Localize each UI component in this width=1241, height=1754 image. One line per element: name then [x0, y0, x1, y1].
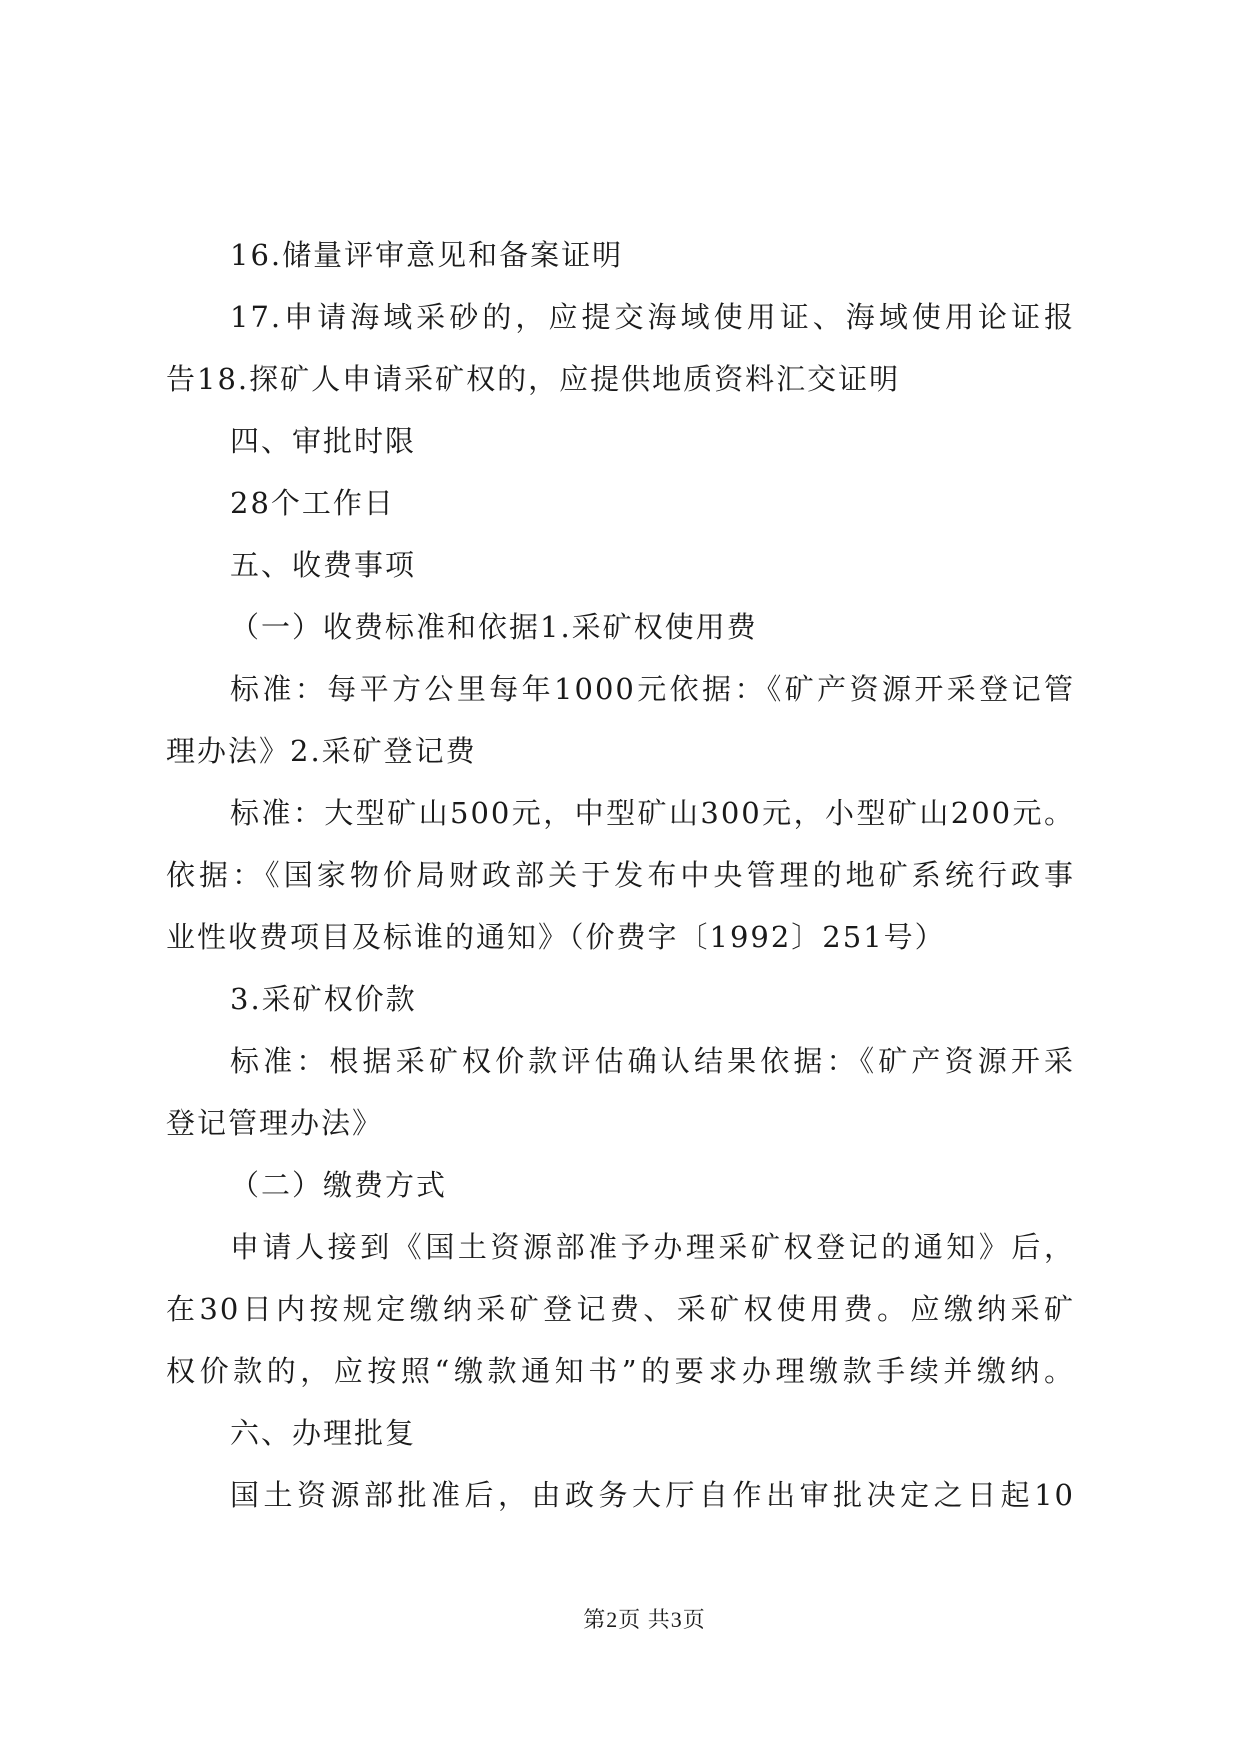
- paragraph-line: 3.采矿权价款: [230, 982, 417, 1016]
- list-item-17-continuation: 告18.探矿人申请采矿权的，应提供地质资料汇交证明: [166, 362, 901, 396]
- document-body: [166, 224, 1075, 1526]
- paragraph-line: 业性收费项目及标谁的通知》（价费字〔1992〕251号）: [166, 920, 946, 954]
- list-item-16: 16.储量评审意见和备案证明: [230, 238, 624, 272]
- subsection-heading-payment-method: （二）缴费方式: [230, 1168, 448, 1202]
- paragraph-line: 在30日内按规定缴纳采矿登记费、采矿权使用费。应缴纳采矿: [166, 1292, 1075, 1326]
- section-heading-approval-time: 四、审批时限: [230, 424, 417, 458]
- paragraph-line: 权价款的，应按照“缴款通知书”的要求办理缴款手续并缴纳。: [166, 1354, 1075, 1388]
- paragraph-line: 申请人接到《国土资源部准予办理采矿权登记的通知》后，: [230, 1230, 1075, 1264]
- paragraph-line: 标准：每平方公里每年1000元依据：《矿产资源开采登记管: [230, 672, 1075, 706]
- paragraph-line: 登记管理办法》: [166, 1106, 384, 1140]
- paragraph-line: 理办法》2.采矿登记费: [166, 734, 477, 768]
- section-heading-approval-reply: 六、办理批复: [230, 1416, 417, 1450]
- paragraph-line: 标准：根据采矿权价款评估确认结果依据：《矿产资源开采: [230, 1044, 1075, 1078]
- approval-time-text: 28个工作日: [230, 486, 395, 520]
- subsection-heading-fee-standards: （一）收费标准和依据1.采矿权使用费: [230, 610, 758, 644]
- section-heading-fees: 五、收费事项: [230, 548, 417, 582]
- list-item-17: 17.申请海域采砂的，应提交海域使用证、海域使用论证报: [230, 300, 1075, 334]
- paragraph-line: 依据：《国家物价局财政部关于发布中央管理的地矿系统行政事: [166, 858, 1075, 892]
- page-number-footer: 第2页 共3页: [583, 1607, 706, 1632]
- paragraph-line: 国土资源部批准后，由政务大厅自作出审批决定之日起10: [230, 1478, 1075, 1512]
- paragraph-line: 标准：大型矿山500元，中型矿山300元，小型矿山200元。: [230, 796, 1075, 830]
